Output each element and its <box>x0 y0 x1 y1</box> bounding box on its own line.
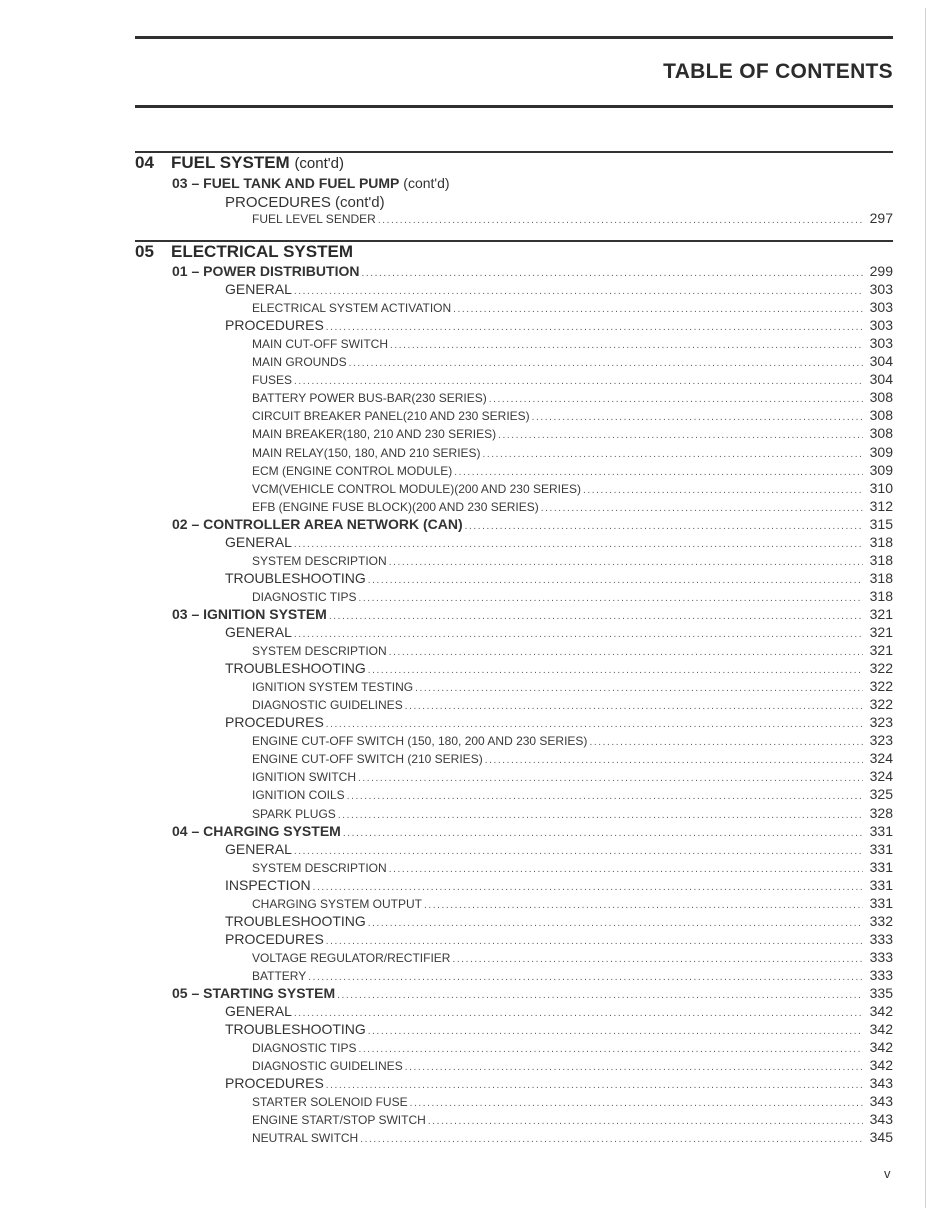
toc-entry[interactable] <box>135 462 893 478</box>
entry-page: 331 <box>869 859 893 875</box>
entry-label: MAIN BREAKER(180, 210 AND 230 SERIES) <box>252 427 497 441</box>
toc-entry[interactable] <box>135 210 893 226</box>
dot-leader <box>358 1044 863 1055</box>
toc-entry[interactable] <box>135 516 893 532</box>
dot-leader <box>378 215 863 226</box>
entry-label: VOLTAGE REGULATOR/RECTIFIER <box>252 951 451 965</box>
section-heading-fuel-system[interactable] <box>135 153 893 173</box>
entry-page: 331 <box>869 841 893 857</box>
entry-label: NEUTRAL SWITCH <box>252 1131 359 1145</box>
dot-leader <box>390 340 863 351</box>
dot-leader <box>532 412 863 423</box>
dot-leader <box>454 467 863 478</box>
entry-page: 342 <box>869 1021 893 1037</box>
entry-page: 342 <box>869 1057 893 1073</box>
dot-leader <box>294 286 863 297</box>
toc-entry[interactable] <box>135 407 893 423</box>
toc-entry[interactable] <box>135 841 893 857</box>
entry-page: 315 <box>869 516 893 532</box>
entry-label: ELECTRICAL SYSTEM ACTIVATION <box>252 301 452 315</box>
entry-page: 328 <box>869 805 893 821</box>
entry-page: 297 <box>869 210 893 226</box>
toc-entry[interactable] <box>135 786 893 802</box>
entry-page: 303 <box>869 335 893 351</box>
entry-page: 303 <box>869 299 893 315</box>
entry-label: MAIN GROUNDS <box>252 355 347 369</box>
toc-entry[interactable] <box>135 624 893 640</box>
dot-leader <box>405 1062 863 1073</box>
dot-leader <box>498 430 863 441</box>
entry-page: 331 <box>869 877 893 893</box>
toc-entry[interactable] <box>135 1021 893 1037</box>
dot-leader <box>389 864 863 875</box>
entry-page: 318 <box>869 552 893 568</box>
toc-entry[interactable] <box>135 1003 893 1019</box>
entry-page: 308 <box>869 407 893 423</box>
entry-page: 309 <box>869 462 893 478</box>
dot-leader <box>308 972 863 983</box>
entry-label: TROUBLESHOOTING <box>225 1021 366 1037</box>
toc-entry[interactable] <box>135 353 893 369</box>
entry-label: MAIN CUT-OFF SWITCH <box>252 337 388 351</box>
toc-entry[interactable] <box>135 949 893 965</box>
dot-leader <box>410 1098 863 1109</box>
section-suffix: (cont'd) <box>294 155 344 172</box>
toc-entry[interactable] <box>135 335 893 351</box>
entry-page: 343 <box>869 1093 893 1109</box>
toc-entry[interactable] <box>135 498 893 514</box>
toc-entry[interactable] <box>135 371 893 387</box>
dot-leader <box>294 846 863 857</box>
toc-entry[interactable] <box>135 678 893 694</box>
entry-label: EFB (ENGINE FUSE BLOCK)(200 AND 230 SERIES) <box>252 500 539 514</box>
dot-leader <box>465 521 863 532</box>
entry-label: ENGINE START/STOP SWITCH <box>252 1113 426 1127</box>
dot-leader <box>337 990 863 1001</box>
dot-leader <box>368 1026 863 1037</box>
entry-label: PROCEDURES (cont'd) <box>225 194 385 211</box>
entry-page: 318 <box>869 534 893 550</box>
entry-label: MAIN RELAY(150, 180, AND 210 SERIES) <box>252 446 481 460</box>
toc-entry[interactable] <box>135 175 893 191</box>
entry-label: 05 – STARTING SYSTEM <box>172 985 336 1001</box>
entry-label: DIAGNOSTIC TIPS <box>252 590 357 604</box>
entry-page: 324 <box>869 768 893 784</box>
entry-label: SPARK PLUGS <box>252 807 336 821</box>
dot-leader <box>326 719 863 730</box>
entry-label: BATTERY POWER BUS-BAR(230 SERIES) <box>252 391 487 405</box>
toc-entry[interactable] <box>135 895 893 911</box>
entry-label: GENERAL <box>225 624 292 640</box>
toc-entry[interactable] <box>135 480 893 496</box>
entry-label: GENERAL <box>225 281 292 297</box>
toc-entry[interactable] <box>135 570 893 586</box>
entry-page: 322 <box>869 678 893 694</box>
dot-leader <box>589 737 863 748</box>
toc-entry[interactable] <box>135 389 893 405</box>
entry-label: DIAGNOSTIC GUIDELINES <box>252 1059 403 1073</box>
entry-label: ENGINE CUT-OFF SWITCH (210 SERIES) <box>252 752 483 766</box>
dot-leader <box>313 882 863 893</box>
entry-label: ECM (ENGINE CONTROL MODULE) <box>252 464 453 478</box>
entry-page: 321 <box>869 624 893 640</box>
toc-entry[interactable] <box>135 859 893 875</box>
entry-label: DIAGNOSTIC GUIDELINES <box>252 698 403 712</box>
toc-entry[interactable] <box>135 931 893 947</box>
entry-label: 03 – IGNITION SYSTEM <box>172 606 327 622</box>
toc-entry[interactable] <box>135 444 893 460</box>
toc-entry[interactable] <box>135 750 893 766</box>
dot-leader <box>368 575 863 586</box>
entry-page: 312 <box>869 498 893 514</box>
entry-page: 318 <box>869 588 893 604</box>
entry-label: GENERAL <box>225 1003 292 1019</box>
toc-entry[interactable] <box>135 696 893 712</box>
dot-leader <box>541 503 863 514</box>
toc-entry[interactable] <box>135 534 893 550</box>
section-title: ELECTRICAL SYSTEM <box>171 242 353 261</box>
dot-leader <box>349 358 863 369</box>
entry-page: 342 <box>869 1039 893 1055</box>
toc-entry[interactable] <box>135 805 893 821</box>
toc-entry[interactable] <box>135 1093 893 1109</box>
toc-entry[interactable] <box>135 642 893 658</box>
entry-page: 303 <box>869 281 893 297</box>
dot-leader <box>483 449 863 460</box>
entry-label: DIAGNOSTIC TIPS <box>252 1041 357 1055</box>
toc-entry[interactable] <box>135 425 893 441</box>
toc-entry[interactable] <box>135 1039 893 1055</box>
toc-entry[interactable] <box>135 588 893 604</box>
scan-edge-line <box>925 8 926 1208</box>
entry-page: 308 <box>869 425 893 441</box>
entry-page: 304 <box>869 371 893 387</box>
dot-leader <box>389 647 863 658</box>
section-number: 05 <box>135 242 154 261</box>
entry-label: 04 – CHARGING SYSTEM <box>172 823 341 839</box>
dot-leader <box>358 593 863 604</box>
dot-leader <box>294 629 863 640</box>
dot-leader <box>326 936 863 947</box>
entry-label: CHARGING SYSTEM OUTPUT <box>252 897 423 911</box>
entry-label: IGNITION COILS <box>252 788 345 802</box>
page-number: v <box>884 1166 891 1181</box>
entry-label: SYSTEM DESCRIPTION <box>252 554 387 568</box>
dot-leader <box>415 683 863 694</box>
toc-entry[interactable] <box>135 985 893 1001</box>
entry-label: CIRCUIT BREAKER PANEL(210 AND 230 SERIES) <box>252 409 530 423</box>
entry-page: 318 <box>869 570 893 586</box>
toc-entry[interactable] <box>135 714 893 730</box>
dot-leader <box>358 773 863 784</box>
entry-label: PROCEDURES <box>225 317 324 333</box>
dot-leader <box>338 810 863 821</box>
entry-label: PROCEDURES <box>225 1075 324 1091</box>
entry-page: 322 <box>869 660 893 676</box>
entry-page: 324 <box>869 750 893 766</box>
toc-entry[interactable] <box>135 913 893 929</box>
entry-page: 321 <box>869 606 893 622</box>
entry-page: 310 <box>869 480 893 496</box>
toc-entry[interactable] <box>135 606 893 622</box>
entry-page: 321 <box>869 642 893 658</box>
entry-label: PROCEDURES <box>225 714 324 730</box>
toc-entry[interactable] <box>135 1129 893 1145</box>
entry-label: TROUBLESHOOTING <box>225 913 366 929</box>
entry-page: 333 <box>869 931 893 947</box>
toc-entry[interactable] <box>135 263 893 279</box>
dot-leader <box>361 268 863 279</box>
toc-entry[interactable] <box>135 660 893 676</box>
entry-page: 322 <box>869 696 893 712</box>
dot-leader <box>360 1134 863 1145</box>
entry-label: IGNITION SYSTEM TESTING <box>252 680 414 694</box>
entry-label: PROCEDURES <box>225 931 324 947</box>
entry-page: 325 <box>869 786 893 802</box>
toc-entry[interactable] <box>135 768 893 784</box>
entry-label: 01 – POWER DISTRIBUTION <box>172 263 360 279</box>
dot-leader <box>294 1008 863 1019</box>
toc-entry[interactable] <box>135 1057 893 1073</box>
section-number: 04 <box>135 153 154 172</box>
entry-page: 343 <box>869 1111 893 1127</box>
entry-label: FUSES <box>252 373 293 387</box>
dot-leader <box>583 485 863 496</box>
entry-page: 335 <box>869 985 893 1001</box>
entry-page: 342 <box>869 1003 893 1019</box>
dot-leader <box>428 1116 863 1127</box>
dot-leader <box>326 1080 863 1091</box>
entry-suffix: (cont'd) <box>403 175 450 191</box>
dot-leader <box>405 701 863 712</box>
entry-page: 308 <box>869 389 893 405</box>
entry-label: 02 – CONTROLLER AREA NETWORK (CAN) <box>172 516 463 532</box>
entry-label: IGNITION SWITCH <box>252 770 356 784</box>
entry-label: SYSTEM DESCRIPTION <box>252 644 387 658</box>
toc-entry[interactable] <box>135 877 893 893</box>
entry-label: TROUBLESHOOTING <box>225 660 366 676</box>
entry-page: 323 <box>869 714 893 730</box>
toc-entry[interactable] <box>135 1111 893 1127</box>
entry-page: 333 <box>869 949 893 965</box>
dot-leader <box>424 900 863 911</box>
entry-label: FUEL LEVEL SENDER <box>252 212 376 226</box>
dot-leader <box>453 304 863 315</box>
toc-entry[interactable] <box>135 1075 893 1091</box>
dot-leader <box>389 557 863 568</box>
header-top-rule <box>135 36 893 39</box>
entry-page: 332 <box>869 913 893 929</box>
dot-leader <box>489 394 863 405</box>
entry-label: 03 – FUEL TANK AND FUEL PUMP <box>172 175 400 191</box>
entry-page: 331 <box>869 823 893 839</box>
toc-entry[interactable] <box>135 967 893 983</box>
entry-page: 343 <box>869 1075 893 1091</box>
entry-page: 299 <box>869 263 893 279</box>
toc-entry[interactable] <box>135 732 893 748</box>
dot-leader <box>343 828 863 839</box>
entry-page: 333 <box>869 967 893 983</box>
dot-leader <box>347 791 863 802</box>
header-bottom-rule <box>135 105 893 108</box>
entry-label: STARTER SOLENOID FUSE <box>252 1095 408 1109</box>
entry-page: 345 <box>869 1129 893 1145</box>
entry-page: 304 <box>869 353 893 369</box>
entry-page: 309 <box>869 444 893 460</box>
dot-leader <box>294 376 863 387</box>
entry-label: INSPECTION <box>225 877 311 893</box>
dot-leader <box>452 954 863 965</box>
dot-leader <box>485 755 863 766</box>
dot-leader <box>329 611 863 622</box>
toc-entry[interactable] <box>135 317 893 333</box>
section-title: FUEL SYSTEM <box>171 153 290 172</box>
toc-entry[interactable] <box>135 823 893 839</box>
section-heading-electrical-system[interactable] <box>135 242 893 262</box>
toc-entry[interactable] <box>135 281 893 297</box>
toc-entry[interactable] <box>135 194 893 211</box>
entry-page: 323 <box>869 732 893 748</box>
toc-entry[interactable] <box>135 299 893 315</box>
entry-label: ENGINE CUT-OFF SWITCH (150, 180, 200 AND 230 SERIES) <box>252 734 588 748</box>
page-title: TABLE OF CONTENTS <box>663 60 893 83</box>
toc-entry[interactable] <box>135 552 893 568</box>
dot-leader <box>368 665 863 676</box>
entry-page: 303 <box>869 317 893 333</box>
entry-label: GENERAL <box>225 841 292 857</box>
entry-label: TROUBLESHOOTING <box>225 570 366 586</box>
dot-leader <box>326 322 863 333</box>
entry-label: VCM(VEHICLE CONTROL MODULE)(200 AND 230 SERIES) <box>252 482 581 496</box>
entry-label: GENERAL <box>225 534 292 550</box>
entry-page: 331 <box>869 895 893 911</box>
entry-label: BATTERY <box>252 969 307 983</box>
dot-leader <box>368 918 863 929</box>
entry-label: SYSTEM DESCRIPTION <box>252 861 387 875</box>
dot-leader <box>294 539 863 550</box>
